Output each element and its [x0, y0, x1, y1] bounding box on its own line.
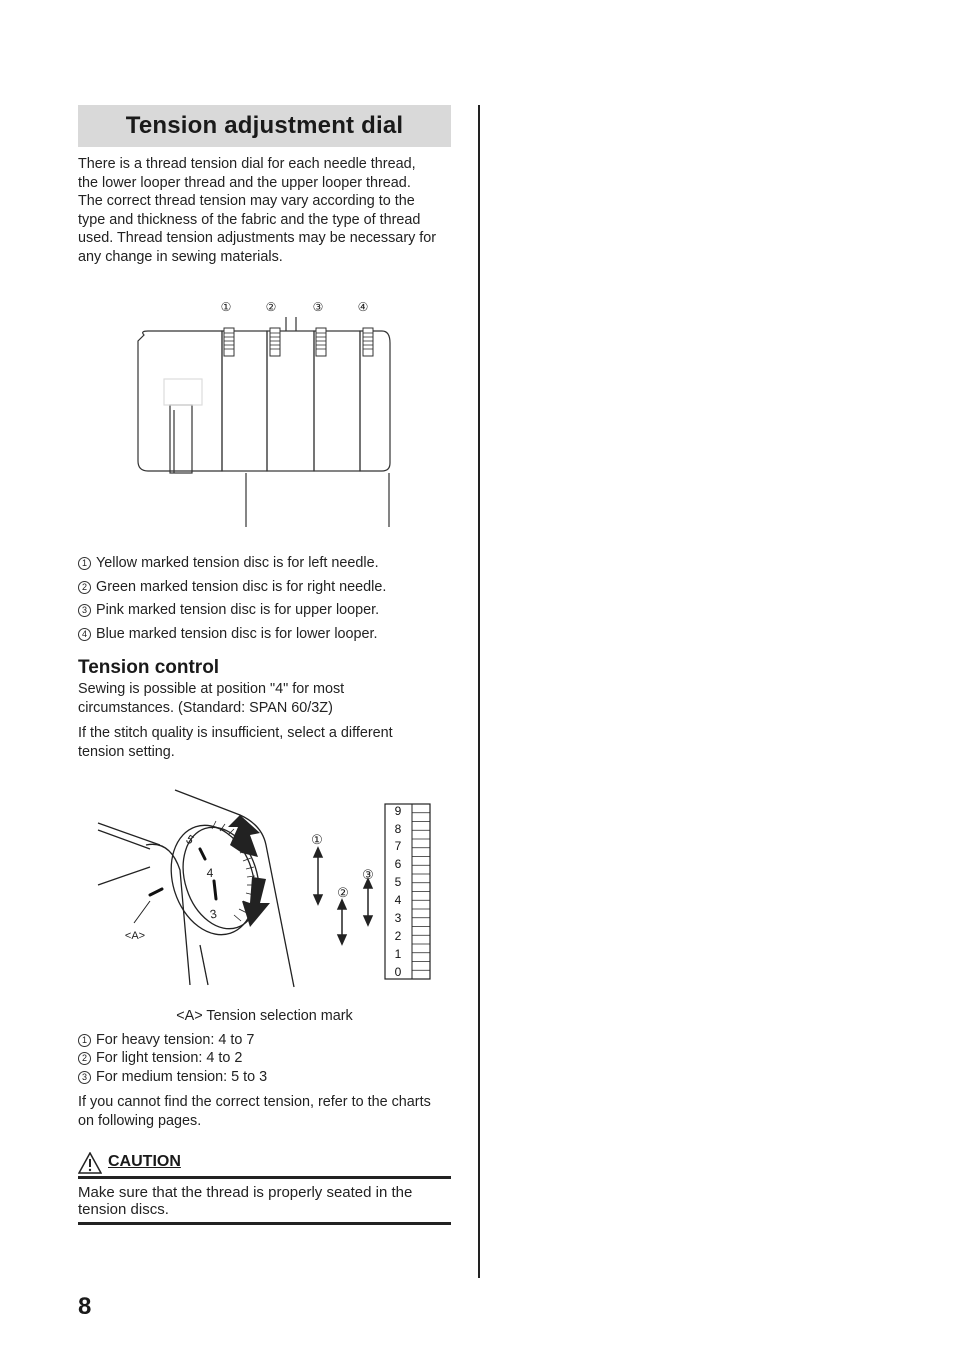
page-title-bar — [78, 105, 451, 147]
tension-scale — [385, 804, 430, 979]
range-item-text: For heavy tension: 4 to 7 — [96, 1032, 255, 1048]
tension-knob-1 — [224, 328, 234, 356]
lever-slot — [170, 405, 192, 473]
scale-label-9: 9 — [394, 804, 402, 818]
dial-number-4: 4 — [206, 866, 214, 880]
figure1-marker-3: ③ — [312, 300, 324, 314]
caution-heading: CAUTION — [108, 1153, 181, 1170]
figure1-marker-1: ① — [220, 300, 232, 314]
scale-label-1: 1 — [394, 947, 402, 961]
circled-number: 3 — [78, 604, 91, 617]
machine-body-outline — [175, 790, 294, 987]
tension-control-para-1: Sewing is possible at position "4" for most circumstances. (Standard: SPAN 60/3Z) — [78, 681, 345, 716]
disc-item-1 — [78, 554, 379, 572]
scale-label-7: 7 — [394, 839, 402, 853]
page-title: Tension adjustment dial — [125, 112, 404, 139]
intro-paragraph: There is a thread tension dial for each needle thread, the lower looper thread and the upper looper thread. The correct thread tension may vary according to the type and thickness of the fabric and the type of thread used. Thread tension adjustments may be necessary for any change in sewing materials. — [78, 156, 437, 265]
mark-label-a: <A> — [124, 930, 146, 942]
scale-label-5: 5 — [394, 875, 402, 889]
figure1-marker-2: ② — [265, 300, 277, 314]
charts-note: If you cannot find the correct tension, refer to the charts on following pages. — [78, 1094, 431, 1129]
caution-text: Make sure that the thread is properly seated in the tension discs. — [78, 1184, 413, 1218]
tension-dial-figure — [90, 785, 440, 995]
caution-top-rule — [78, 1176, 451, 1179]
tension-knob-3 — [316, 328, 326, 356]
range-item-text: For medium tension: 5 to 3 — [96, 1069, 268, 1085]
scale-label-0: 0 — [394, 965, 402, 979]
disc-item-4 — [78, 625, 378, 643]
disc-item-text: Green marked tension disc is for right needle. — [96, 579, 387, 595]
disc-item-text: Pink marked tension disc is for upper looper. — [96, 602, 380, 618]
page-number: 8 — [78, 1293, 92, 1320]
range-item-text: For light tension: 4 to 2 — [96, 1050, 243, 1066]
column-divider — [478, 105, 480, 1278]
dial-number-5: 5 — [183, 831, 197, 848]
tension-control-para-2: If the stitch quality is insufficient, select a different tension setting. — [78, 725, 393, 760]
scale-label-2: 2 — [394, 929, 402, 943]
tension-knob-2 — [270, 328, 280, 356]
dial-number-3: 3 — [208, 906, 218, 922]
scale-label-8: 8 — [394, 822, 402, 836]
tension-dials-figure — [130, 295, 400, 535]
arrow-marker-3: ③ — [362, 867, 374, 882]
disc-item-text: Blue marked tension disc is for lower looper. — [96, 626, 378, 642]
tension-knob-4 — [363, 328, 373, 356]
tension-control-heading: Tension control — [78, 657, 220, 678]
scale-label-6: 6 — [394, 857, 402, 871]
range-item-3 — [78, 1068, 267, 1086]
figure-caption: <A> Tension selection mark — [176, 1008, 353, 1024]
circled-number: 1 — [78, 557, 91, 570]
disc-item-text: Yellow marked tension disc is for left needle. — [96, 555, 379, 571]
scale-label-4: 4 — [394, 893, 402, 907]
scale-label-3: 3 — [394, 911, 402, 925]
range-item-1 — [78, 1031, 254, 1049]
arrow-marker-2: ② — [337, 885, 349, 900]
circled-number: 4 — [78, 628, 91, 641]
circled-number: 3 — [78, 1071, 91, 1084]
circled-number: 1 — [78, 1034, 91, 1047]
disc-item-3 — [78, 601, 379, 619]
rotate-up-arrow-icon — [228, 815, 260, 857]
arrow-marker-1: ① — [311, 832, 323, 847]
caution-bottom-rule — [78, 1222, 451, 1225]
lever-label-area — [164, 379, 202, 405]
disc-item-2 — [78, 578, 386, 596]
range-item-2 — [78, 1049, 242, 1067]
circled-number: 2 — [78, 1052, 91, 1065]
circled-number: 2 — [78, 581, 91, 594]
machine-left-cover — [138, 331, 222, 471]
figure1-marker-4: ④ — [357, 300, 369, 314]
warning-icon — [78, 1152, 102, 1174]
